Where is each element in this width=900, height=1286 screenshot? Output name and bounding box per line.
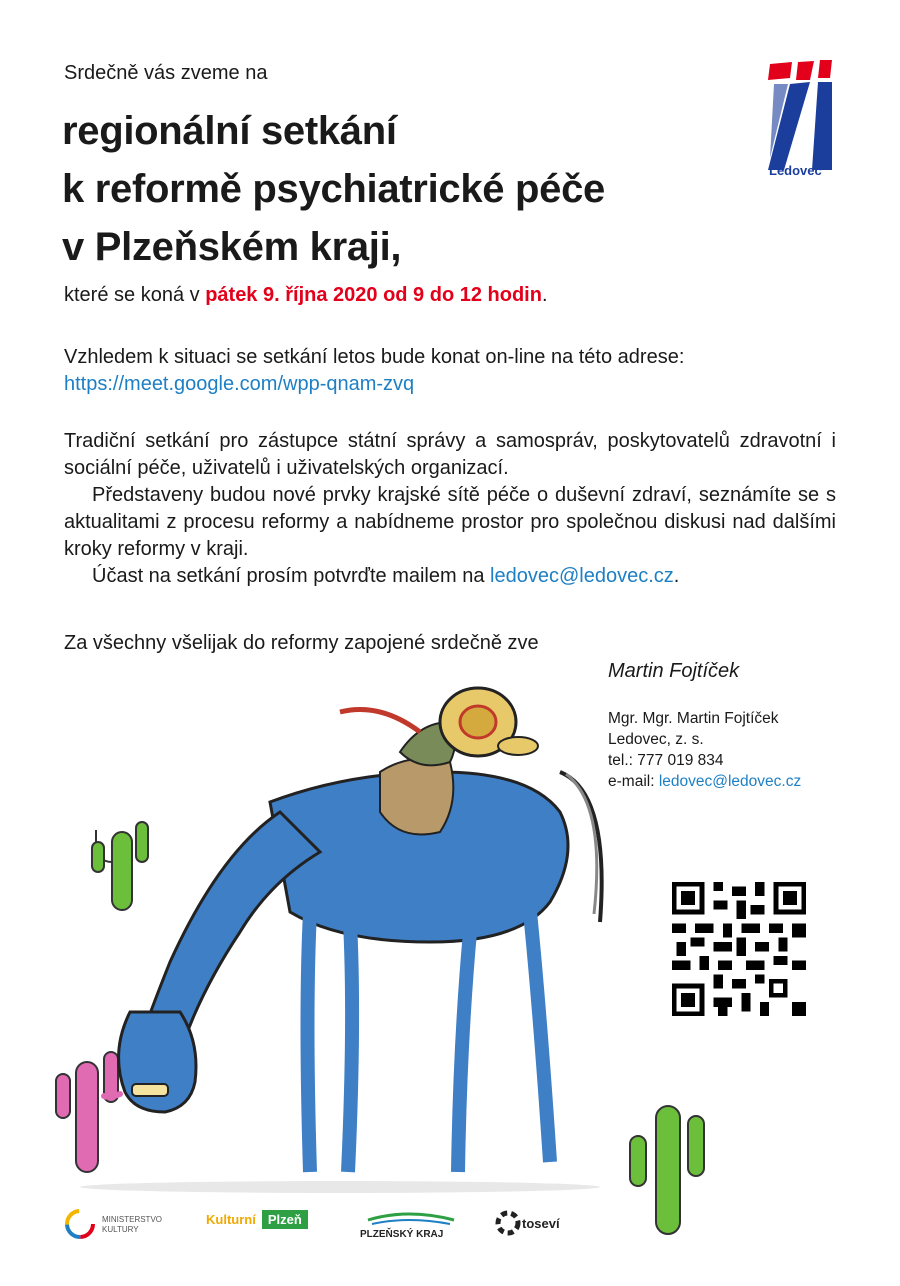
svg-text:PLZEŇSKÝ KRAJ: PLZEŇSKÝ KRAJ (360, 1229, 444, 1240)
description-p3: Účast na setkání prosím potvrďte mailem na ledovec@ledovec.cz. (92, 565, 680, 587)
svg-text:KULTURY: KULTURY (102, 1225, 139, 1234)
description-p1: Tradiční setkání pro zástupce státní správy a samospráv, poskytovatelů zdravotní i sociální péče, uživatelů i uživatelských organizací. (64, 430, 836, 479)
horse-illustration (40, 682, 670, 1202)
date-line (64, 284, 548, 307)
online-text: Vzhledem k situaci se setkání letos bude konat on-line na této adrese: (64, 346, 685, 368)
kulturni-plzen-logo: Kulturní Plzeň (206, 1210, 308, 1229)
date-suffix: . (541, 284, 548, 306)
svg-text:MINISTERSTVO: MINISTERSTVO (102, 1215, 163, 1224)
plzensky-kraj-logo (358, 1210, 462, 1240)
contact-org: Ledovec, z. s. (608, 731, 704, 748)
intro-text: Srdečně vás zveme na (64, 62, 268, 84)
description-p2: Představeny budou nové prvky krajské sítě péče o duševní zdraví, seznámíte se s aktualitami z procesu reformy a nabídneme prostor pro společnou diskusi nad dalšími kroky reformy v kraji. (64, 484, 836, 560)
closing-text: Za všechny všelijak do reformy zapojené srdečně zve (64, 632, 539, 654)
ledovec-logo (766, 58, 836, 178)
title-line: regionální setkání (62, 109, 397, 153)
horse-icon (104, 772, 602, 1172)
date-highlight: pátek 9. října 2020 od 9 do 12 hodin (205, 284, 542, 306)
contact-email-link[interactable]: ledovec@ledovec.cz (658, 773, 802, 790)
meet-link[interactable]: https://meet.google.com/wpp-qnam-zvq (64, 373, 415, 395)
pink-cactus-icon (56, 1052, 118, 1172)
online-info (64, 344, 684, 398)
description (64, 428, 836, 590)
rsvp-email-link[interactable]: ledovec@ledovec.cz (490, 565, 674, 587)
tosevi-logo (494, 1208, 578, 1238)
date-prefix: které se koná v (64, 284, 206, 306)
svg-text:toseví: toseví (522, 1216, 560, 1231)
signature: Martin Fojtíček (608, 660, 740, 682)
logo-text: Ledovec (769, 163, 822, 178)
contact-name: Mgr. Mgr. Martin Fojtíček (608, 710, 779, 727)
title-line: v Plzeňském kraji, (62, 225, 402, 269)
contact-tel: tel.: 777 019 834 (608, 752, 724, 769)
contact-email-row: e-mail: ledovec@ledovec.cz (608, 773, 802, 790)
ministry-of-culture-logo (64, 1208, 184, 1240)
title-line: k reformě psychiatrické péče (62, 167, 606, 211)
qr-code-icon (672, 882, 806, 1016)
green-cactus-icon (624, 1096, 710, 1236)
green-cactus-icon (92, 822, 148, 910)
page-title (62, 102, 605, 276)
